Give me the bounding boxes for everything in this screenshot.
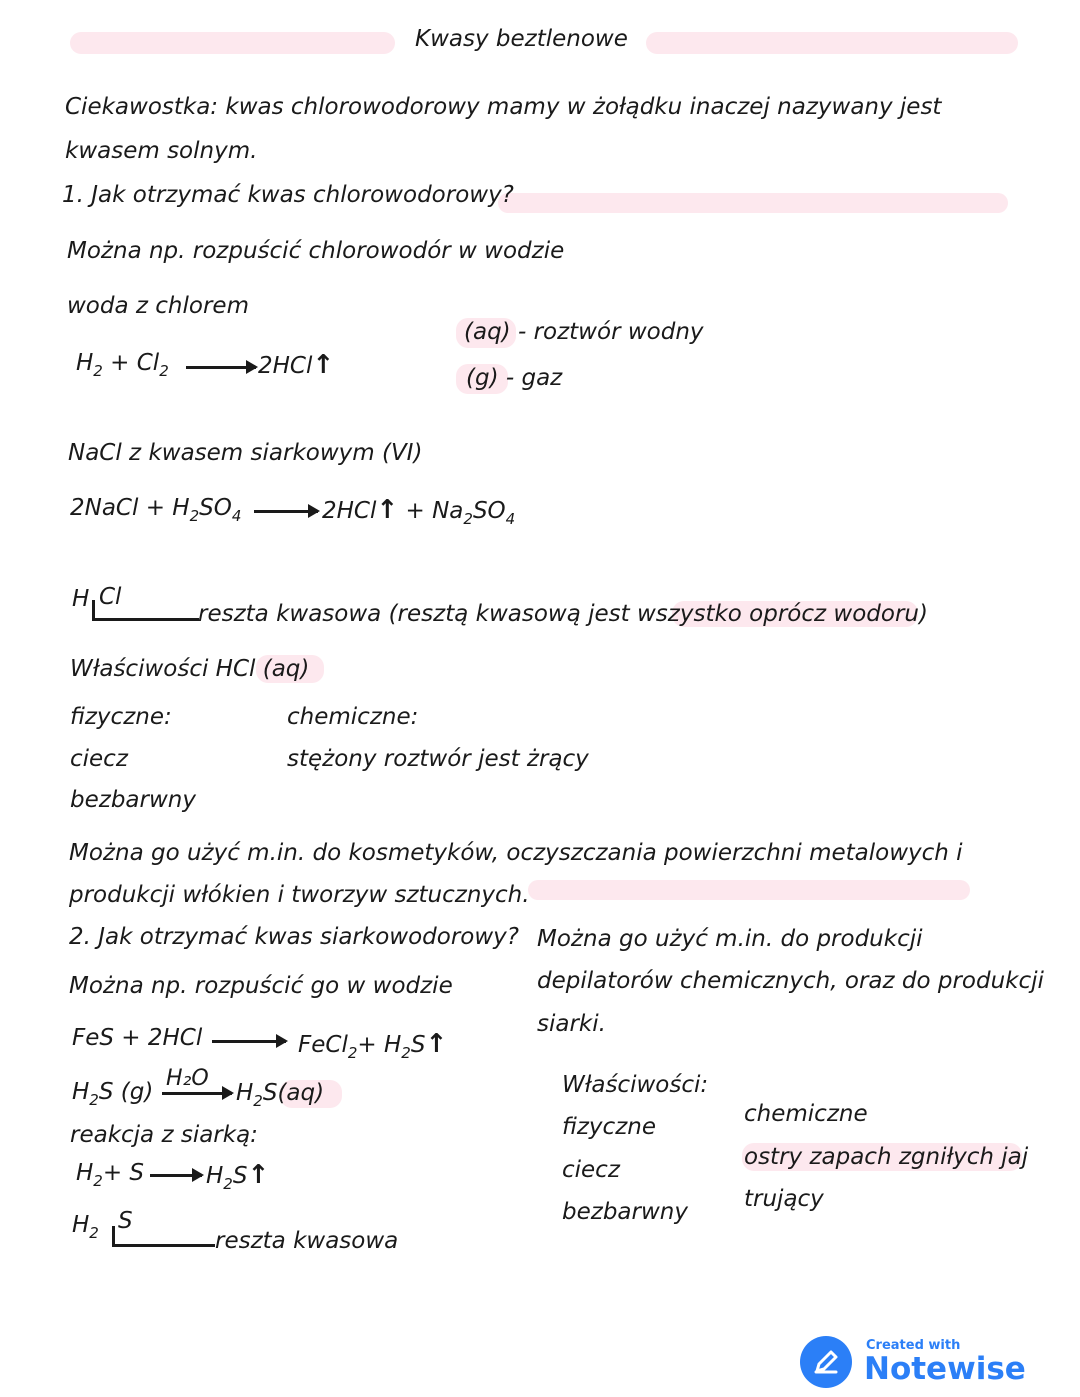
gas-arrow-icon: ↑ [425,1029,448,1059]
gas-arrow-icon: ↑ [247,1160,270,1190]
reaction1-label: woda z chlorem [67,293,249,319]
uses-2-line-3: siarki. [537,1011,606,1037]
question-2: 2. Jak otrzymać kwas siarkowodorowy? [69,924,519,950]
physical-1-0: ciecz [70,746,128,772]
reaction3-lhs: FeS + 2HCl [72,1025,203,1051]
residue-label-2: reszta kwasowa [215,1228,399,1254]
chemical-2-0: ostry zapach zgniłych jaj [744,1144,1029,1170]
question-1: 1. Jak otrzymać kwas chlorowodorowy? [62,182,514,208]
reaction4-over: H₂O [166,1066,209,1091]
reaction5-arrow [150,1174,202,1177]
reaction2-rhs: 2HCl↑ + $Na_2SO_4$ [322,495,516,528]
physical-2-0: ciecz [562,1157,620,1183]
reaction4-rhs: $H_2S(aq)$ [236,1080,325,1110]
legend-aq: (aq) - roztwór wodny [464,319,704,345]
page-title: Kwasy beztlenowe [415,26,628,52]
uses-1-line-2: produkcji włókien i tworzyw sztucznych. [69,882,530,908]
physical-header-1: fizyczne: [70,704,172,730]
gas-arrow-icon: ↑ [312,350,335,380]
question1-highlight [498,193,1008,213]
reaction5-lhs: $H_2+ S$ [76,1160,145,1190]
gas-arrow-icon: ↑ [376,495,399,525]
reaction1-product: 2HCl↑ [258,350,335,380]
chemical-header-1: chemiczne: [287,704,419,730]
properties-title-1: Właściwości HCl (aq) [70,656,310,682]
reaction4-lhs: $H_2S$ (g) [72,1079,154,1109]
structure-h: H [72,586,90,612]
method-1: Można np. rozpuścić chlorowodór w wodzie [67,238,565,264]
residue-bracket [92,600,199,621]
physical-header-2: fizyczne [562,1114,656,1140]
title-highlight-right [646,32,1018,54]
method-2: Można np. rozpuścić go w wodzie [69,973,453,999]
uses-highlight [528,880,970,900]
uses-2-line-2: depilatorów chemicznych, oraz do produkcji [537,968,1044,994]
reaction1-arrow [186,366,256,369]
reaction1-lhs: $H_2 + Cl_2$ [76,350,169,380]
reaction2-lhs: 2NaCl + $H_2SO_4$ [70,495,242,525]
uses-1-line-1: Można go użyć m.in. do kosmetyków, oczyszczania powierzchni metalowych i [69,840,963,866]
notewise-logo-icon [800,1336,852,1388]
branding-small: Created with [866,1338,961,1353]
sulfur-label: reakcja z siarką: [70,1122,258,1148]
reaction2-label: NaCl z kwasem siarkowym (VI) [68,440,423,466]
reaction3-rhs: FeCl$_2$+ $H_2S↑$ [298,1029,448,1062]
residue-bracket-2 [112,1226,215,1247]
intro-line-1: Ciekawostka: kwas chlorowodorowy mamy w żołądku inaczej nazywany jest [65,94,942,120]
reaction5-rhs: $H_2S↑$ [206,1160,270,1193]
chemical-header-2: chemiczne [744,1101,868,1127]
chemical-2-1: trujący [744,1186,824,1212]
intro-line-2: kwasem solnym. [65,138,258,164]
chemical-1-0: stężony roztwór jest żrący [287,746,589,772]
reaction4-arrow [162,1092,232,1095]
reaction3-arrow [212,1040,286,1043]
structure2-s: S [118,1208,133,1234]
reaction2-arrow [254,510,318,513]
legend-g: (g) - gaz [466,365,563,391]
title-highlight-left [70,32,395,54]
properties-title-2: Właściwości: [562,1072,709,1098]
uses-2-line-1: Można go użyć m.in. do produkcji [537,926,923,952]
structure2-h: $H_2$ [72,1212,99,1242]
residue-label: reszta kwasowa (resztą kwasową jest wszystko oprócz wodoru) [198,601,928,627]
structure-cl: Cl [99,584,122,610]
physical-2-1: bezbarwny [562,1199,688,1225]
physical-1-1: bezbarwny [70,787,196,813]
branding-name: Notewise [864,1351,1026,1387]
